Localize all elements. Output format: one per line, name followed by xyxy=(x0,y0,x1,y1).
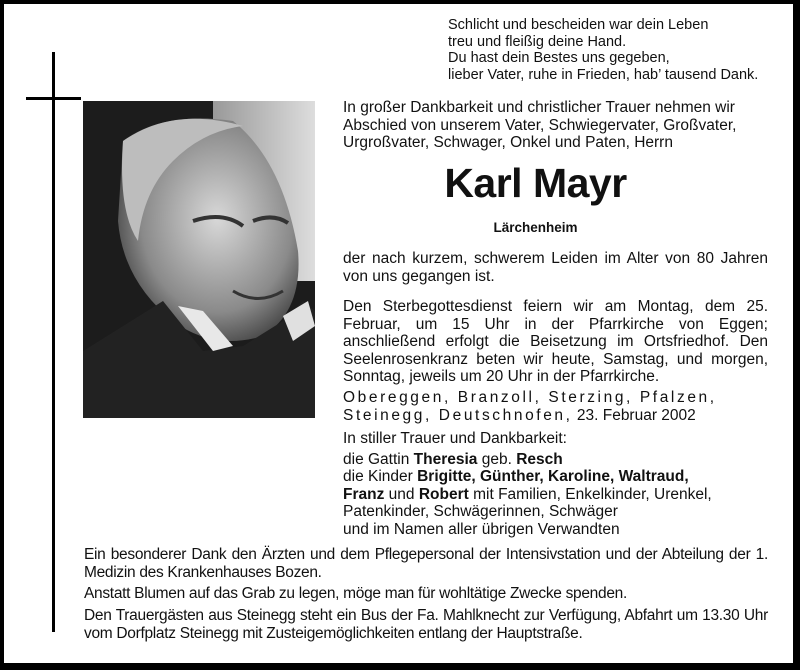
text: die Gattin xyxy=(343,450,410,468)
places-line: Obereggen, Branzoll, Sterzing, Pfalzen, xyxy=(343,389,717,406)
date: 23. Februar 2002 xyxy=(576,406,696,424)
places-date xyxy=(343,389,768,424)
wife-maiden-name: Resch xyxy=(516,450,563,468)
intro-text: In großer Dankbarkeit und christlicher Trauer nehmen wir Abschied von unserem Vater, Schwiegervater, Großvater, Urgroßvater, Schwager, Onkel und Paten, Herrn xyxy=(343,99,737,151)
flowers-text: Anstatt Blumen auf das Grab zu legen, möge man für wohltätige Zwecke spenden. xyxy=(84,585,627,602)
thanks-text: Ein besonderer Dank den Ärzten und dem Pflegepersonal der Intensivstation und der Abteilung der 1. Medizin des Krankenhauses Bozen. xyxy=(84,546,768,581)
portrait-photo xyxy=(83,101,315,418)
funeral-text: Den Sterbegottesdienst feiern wir am Montag, dem 25. Februar, um 15 Uhr in der Pfarrkirche von Eggen; anschließend erfolgt die Beisetzung im Ortsfriedhof. Den Seelenrosenkranz beten wir heute, Samstag, und morgen, Sonntag, jeweils um 20 Uhr in der Pfarrkirche. xyxy=(343,298,768,385)
residence: Lärchenheim xyxy=(493,220,578,235)
death-text: der nach kurzem, schwerem Leiden im Alter von 80 Jahren von uns gegangen ist. xyxy=(343,250,768,285)
poem-line: treu und fleißig deine Hand. xyxy=(448,33,627,50)
text: geb. xyxy=(481,450,512,468)
wife-line xyxy=(343,451,768,469)
poem-line: Schlicht und bescheiden war dein Leben xyxy=(448,17,709,33)
children-line-2 xyxy=(343,486,768,504)
mourners-heading: In stiller Trauer und Dankbarkeit: xyxy=(343,430,567,447)
wife-name: Theresia xyxy=(413,450,478,468)
places-line: Steinegg, Deutschnofen, xyxy=(343,406,573,424)
poem-line: Du hast dein Bestes uns gegeben, xyxy=(448,50,670,66)
relatives-line: und im Namen aller übrigen Verwandten xyxy=(343,520,620,538)
poem xyxy=(448,17,758,83)
cross-icon xyxy=(52,52,55,632)
mourners xyxy=(343,430,768,538)
poem-line: lieber Vater, ruhe in Frieden, hab’ tausend Dank. xyxy=(448,66,759,83)
text: und xyxy=(388,485,415,503)
cross-icon-bar xyxy=(26,97,81,100)
deceased-name: Karl Mayr xyxy=(444,160,627,206)
children-names: Brigitte, Günther, Karoline, Waltraud, xyxy=(417,468,689,485)
text: die Kinder xyxy=(343,468,413,485)
child-name: Franz xyxy=(343,485,385,503)
text: mit Familien, Enkelkinder, Urenkel, xyxy=(473,485,712,503)
bus-text: Den Trauergästen aus Steinegg steht ein Bus der Fa. Mahlknecht zur Verfügung, Abfahrt um 13.30 Uhr vom Dorfplatz Steinegg mit Zusteigemöglichkeiten entlang der Hauptstraße. xyxy=(84,607,768,642)
child-name: Robert xyxy=(418,485,469,503)
godchildren-line: Patenkinder, Schwägerinnen, Schwäger xyxy=(343,503,618,520)
children-line xyxy=(343,468,768,486)
